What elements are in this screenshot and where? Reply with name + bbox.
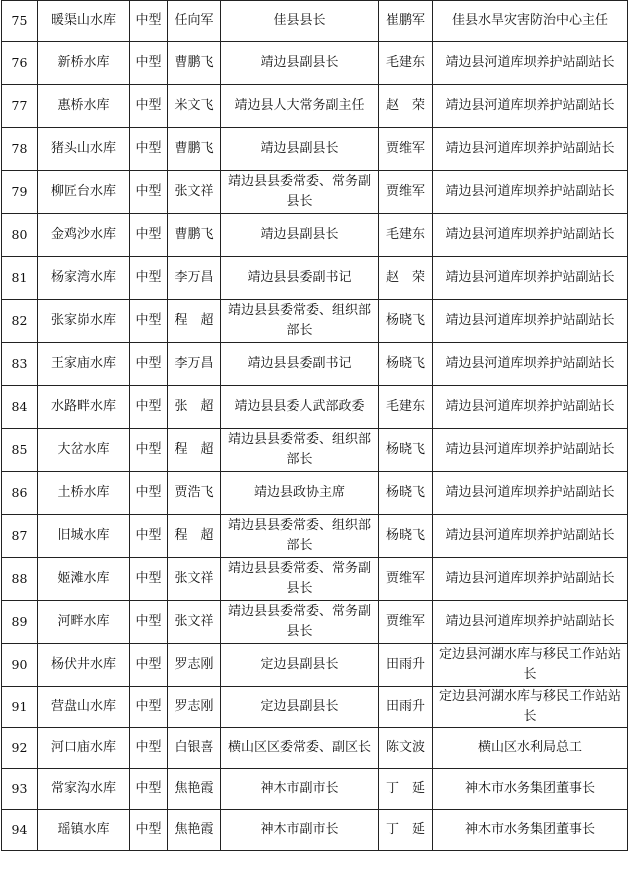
admin-responsible-person: 罗志刚: [168, 687, 221, 728]
admin-responsible-person: 罗志刚: [168, 644, 221, 687]
row-number: 87: [2, 515, 38, 558]
technical-position: 靖边县河道库坝养护站副站长: [433, 343, 628, 386]
technical-responsible-person: 贾维军: [379, 558, 433, 601]
row-number: 80: [2, 214, 38, 257]
table-row: [2, 42, 628, 85]
reservoir-type: 中型: [130, 300, 168, 343]
reservoir-type: 中型: [130, 728, 168, 769]
row-number: 94: [2, 810, 38, 851]
admin-position: 靖边县县委副书记: [221, 257, 379, 300]
row-number: 89: [2, 601, 38, 644]
technical-responsible-person: 田雨升: [379, 644, 433, 687]
row-number: 90: [2, 644, 38, 687]
admin-responsible-person: 焦艳霞: [168, 810, 221, 851]
technical-position: 靖边县河道库坝养护站副站长: [433, 558, 628, 601]
table-row: [2, 601, 628, 644]
admin-position: 靖边县副县长: [221, 42, 379, 85]
technical-position: 佳县水旱灾害防治中心主任: [433, 1, 628, 42]
table-row: [2, 128, 628, 171]
technical-responsible-person: 赵 荣: [379, 85, 433, 128]
admin-position: 靖边县县委常委、常务副县长: [221, 558, 379, 601]
reservoir-type: 中型: [130, 214, 168, 257]
technical-position: 定边县河湖水库与移民工作站站长: [433, 644, 628, 687]
admin-responsible-person: 曹鹏飞: [168, 128, 221, 171]
technical-position: 靖边县河道库坝养护站副站长: [433, 128, 628, 171]
admin-position: 横山区区委常委、副区长: [221, 728, 379, 769]
reservoir-name: 金鸡沙水库: [38, 214, 130, 257]
table-row: [2, 257, 628, 300]
row-number: 85: [2, 429, 38, 472]
admin-position: 神木市副市长: [221, 810, 379, 851]
reservoir-type: 中型: [130, 85, 168, 128]
technical-responsible-person: 崔鹏军: [379, 1, 433, 42]
technical-position: 靖边县河道库坝养护站副站长: [433, 171, 628, 214]
admin-position: 靖边县县委常委、组织部部长: [221, 429, 379, 472]
technical-responsible-person: 贾维军: [379, 128, 433, 171]
table-row: [2, 515, 628, 558]
admin-responsible-person: 张 超: [168, 386, 221, 429]
reservoir-name: 惠桥水库: [38, 85, 130, 128]
admin-responsible-person: 程 超: [168, 515, 221, 558]
reservoir-type: 中型: [130, 386, 168, 429]
table-body: [2, 1, 628, 851]
row-number: 88: [2, 558, 38, 601]
table-row: [2, 300, 628, 343]
technical-position: 定边县河湖水库与移民工作站站长: [433, 687, 628, 728]
admin-responsible-person: 米文飞: [168, 85, 221, 128]
reservoir-type: 中型: [130, 558, 168, 601]
technical-position: 靖边县河道库坝养护站副站长: [433, 515, 628, 558]
table-row: [2, 687, 628, 728]
reservoir-type: 中型: [130, 601, 168, 644]
admin-position: 靖边县县委副书记: [221, 343, 379, 386]
table-row: [2, 472, 628, 515]
admin-responsible-person: 张文祥: [168, 558, 221, 601]
reservoir-type: 中型: [130, 515, 168, 558]
reservoir-name: 王家庙水库: [38, 343, 130, 386]
reservoir-name: 杨家湾水库: [38, 257, 130, 300]
row-number: 78: [2, 128, 38, 171]
reservoir-responsibility-table: [1, 0, 628, 851]
admin-position: 靖边县县委常委、常务副县长: [221, 171, 379, 214]
reservoir-type: 中型: [130, 42, 168, 85]
technical-responsible-person: 贾维军: [379, 171, 433, 214]
technical-responsible-person: 丁 延: [379, 810, 433, 851]
technical-position: 横山区水利局总工: [433, 728, 628, 769]
row-number: 93: [2, 769, 38, 810]
admin-position: 靖边县政协主席: [221, 472, 379, 515]
technical-responsible-person: 丁 延: [379, 769, 433, 810]
reservoir-type: 中型: [130, 1, 168, 42]
row-number: 81: [2, 257, 38, 300]
technical-position: 神木市水务集团董事长: [433, 769, 628, 810]
row-number: 75: [2, 1, 38, 42]
technical-responsible-person: 杨晓飞: [379, 300, 433, 343]
table-row: [2, 728, 628, 769]
row-number: 79: [2, 171, 38, 214]
technical-responsible-person: 毛建东: [379, 214, 433, 257]
row-number: 86: [2, 472, 38, 515]
admin-position: 定边县副县长: [221, 644, 379, 687]
row-number: 83: [2, 343, 38, 386]
reservoir-name: 旧城水库: [38, 515, 130, 558]
technical-responsible-person: 贾维军: [379, 601, 433, 644]
reservoir-type: 中型: [130, 128, 168, 171]
reservoir-name: 新桥水库: [38, 42, 130, 85]
admin-position: 靖边县副县长: [221, 128, 379, 171]
reservoir-name: 杨伏井水库: [38, 644, 130, 687]
row-number: 84: [2, 386, 38, 429]
admin-responsible-person: 李万昌: [168, 343, 221, 386]
reservoir-name: 瑶镇水库: [38, 810, 130, 851]
admin-responsible-person: 张文祥: [168, 171, 221, 214]
reservoir-type: 中型: [130, 769, 168, 810]
technical-position: 靖边县河道库坝养护站副站长: [433, 300, 628, 343]
admin-responsible-person: 贾浩飞: [168, 472, 221, 515]
technical-responsible-person: 杨晓飞: [379, 515, 433, 558]
admin-position: 神木市副市长: [221, 769, 379, 810]
technical-position: 靖边县河道库坝养护站副站长: [433, 472, 628, 515]
technical-position: 靖边县河道库坝养护站副站长: [433, 214, 628, 257]
technical-position: 靖边县河道库坝养护站副站长: [433, 257, 628, 300]
reservoir-name: 大岔水库: [38, 429, 130, 472]
table-row: [2, 644, 628, 687]
technical-responsible-person: 陈文波: [379, 728, 433, 769]
row-number: 82: [2, 300, 38, 343]
table-row: [2, 810, 628, 851]
admin-responsible-person: 张文祥: [168, 601, 221, 644]
reservoir-type: 中型: [130, 257, 168, 300]
reservoir-name: 河畔水库: [38, 601, 130, 644]
admin-position: 定边县副县长: [221, 687, 379, 728]
table-row: [2, 558, 628, 601]
reservoir-name: 土桥水库: [38, 472, 130, 515]
table-row: [2, 429, 628, 472]
reservoir-name: 柳匠台水库: [38, 171, 130, 214]
table-row: [2, 171, 628, 214]
technical-responsible-person: 毛建东: [379, 42, 433, 85]
admin-position: 靖边县副县长: [221, 214, 379, 257]
table-row: [2, 769, 628, 810]
table-row: [2, 343, 628, 386]
admin-responsible-person: 曹鹏飞: [168, 42, 221, 85]
reservoir-type: 中型: [130, 429, 168, 472]
technical-responsible-person: 杨晓飞: [379, 429, 433, 472]
admin-responsible-person: 程 超: [168, 300, 221, 343]
technical-responsible-person: 赵 荣: [379, 257, 433, 300]
admin-position: 靖边县县委常委、组织部部长: [221, 300, 379, 343]
admin-position: 靖边县县委常委、常务副县长: [221, 601, 379, 644]
technical-responsible-person: 田雨升: [379, 687, 433, 728]
technical-position: 神木市水务集团董事长: [433, 810, 628, 851]
reservoir-name: 暖渠山水库: [38, 1, 130, 42]
row-number: 92: [2, 728, 38, 769]
reservoir-type: 中型: [130, 687, 168, 728]
reservoir-type: 中型: [130, 644, 168, 687]
technical-responsible-person: 毛建东: [379, 386, 433, 429]
admin-position: 靖边县县委常委、组织部部长: [221, 515, 379, 558]
reservoir-name: 张家峁水库: [38, 300, 130, 343]
admin-responsible-person: 任向军: [168, 1, 221, 42]
admin-responsible-person: 程 超: [168, 429, 221, 472]
admin-position: 佳县县长: [221, 1, 379, 42]
reservoir-name: 常家沟水库: [38, 769, 130, 810]
reservoir-name: 河口庙水库: [38, 728, 130, 769]
technical-position: 靖边县河道库坝养护站副站长: [433, 386, 628, 429]
reservoir-name: 营盘山水库: [38, 687, 130, 728]
technical-position: 靖边县河道库坝养护站副站长: [433, 85, 628, 128]
table-row: [2, 85, 628, 128]
technical-position: 靖边县河道库坝养护站副站长: [433, 601, 628, 644]
technical-position: 靖边县河道库坝养护站副站长: [433, 429, 628, 472]
reservoir-name: 水路畔水库: [38, 386, 130, 429]
reservoir-type: 中型: [130, 810, 168, 851]
admin-responsible-person: 曹鹏飞: [168, 214, 221, 257]
reservoir-name: 猪头山水库: [38, 128, 130, 171]
table-row: [2, 386, 628, 429]
reservoir-type: 中型: [130, 472, 168, 515]
reservoir-name: 姬滩水库: [38, 558, 130, 601]
technical-position: 靖边县河道库坝养护站副站长: [433, 42, 628, 85]
row-number: 76: [2, 42, 38, 85]
technical-responsible-person: 杨晓飞: [379, 343, 433, 386]
table-row: [2, 214, 628, 257]
admin-position: 靖边县人大常务副主任: [221, 85, 379, 128]
admin-position: 靖边县县委人武部政委: [221, 386, 379, 429]
row-number: 77: [2, 85, 38, 128]
admin-responsible-person: 焦艳霞: [168, 769, 221, 810]
technical-responsible-person: 杨晓飞: [379, 472, 433, 515]
table-row: [2, 1, 628, 42]
reservoir-type: 中型: [130, 171, 168, 214]
admin-responsible-person: 白银喜: [168, 728, 221, 769]
admin-responsible-person: 李万昌: [168, 257, 221, 300]
row-number: 91: [2, 687, 38, 728]
reservoir-type: 中型: [130, 343, 168, 386]
